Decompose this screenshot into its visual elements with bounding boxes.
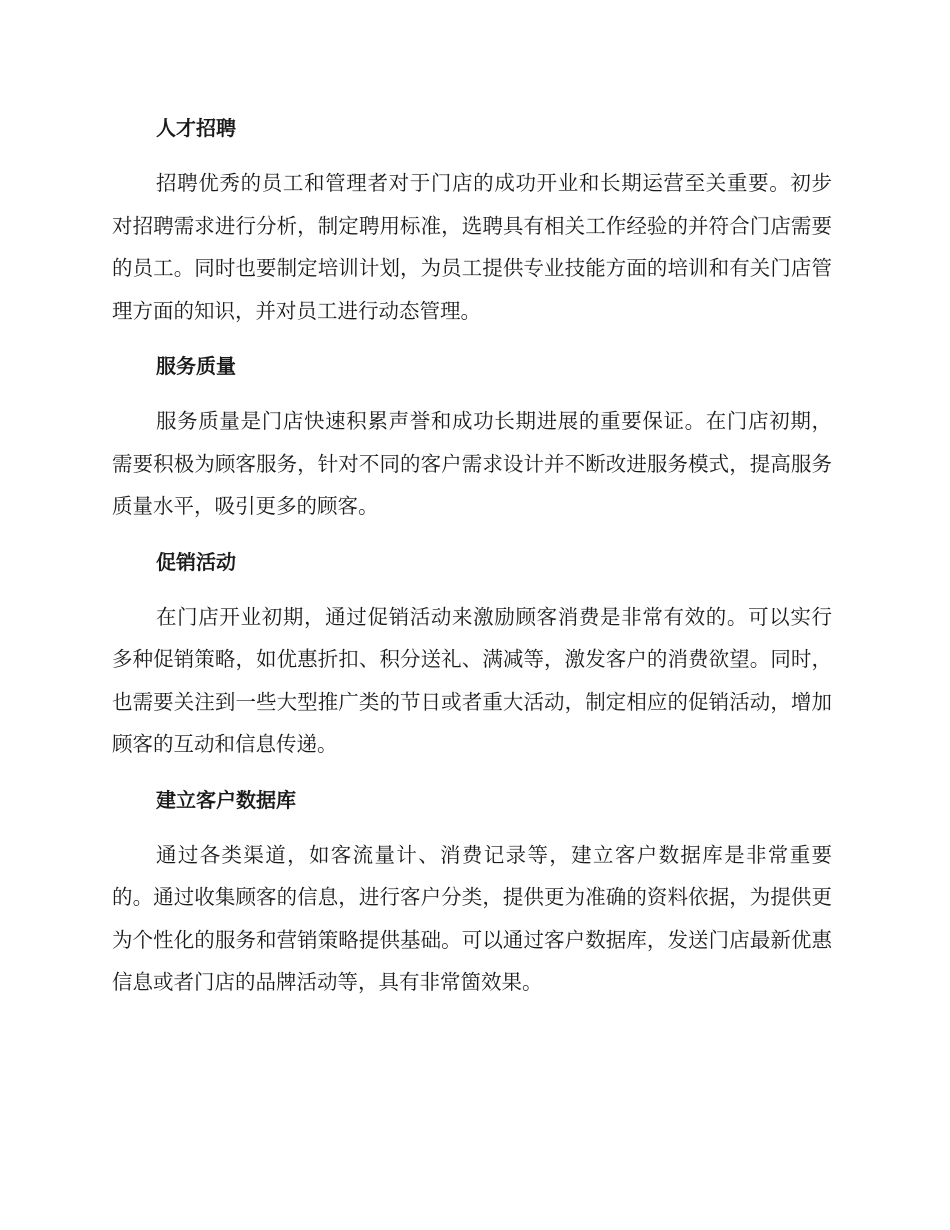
section-heading-talent-recruitment: 人才招聘 [156,116,236,140]
section-body-promotions: 在门店开业初期，通过促销活动来激励顾客消费是非常有效的。可以实行多种促销策略，如优惠折扣、积分送礼、满减等，激发客户的消费欲望。同时，也需要关注到一些大型推广类的节日或者重大活动，制定相应的促销活动，增加顾客的互动和信息传递。 [112,604,832,756]
section-body-talent-recruitment: 招聘优秀的员工和管理者对于门店的成功开业和长期运营至关重要。初步对招聘需求进行分析，制定聘用标准，选聘具有相关工作经验的并符合门店需要的员工。同时也要制定培训计划，为员工提供专业技能方面的培训和有关门店管理方面的知识，并对员工进行动态管理。 [112,171,832,323]
section-heading-service-quality: 服务质量 [156,354,236,378]
section-heading-customer-database: 建立客户数据库 [156,787,296,812]
document-content [112,108,832,1004]
section-heading-promotions: 促销活动 [156,549,236,574]
section-body-service-quality: 服务质量是门店快速积累声誉和成功长期进展的重要保证。在门店初期，需要积极为顾客服务，针对不同的客户需求设计并不断改进服务模式，提高服务质量水平，吸引更多的顾客。 [112,409,832,518]
section-body-customer-database: 通过各类渠道，如客流量计、消费记录等，建立客户数据库是非常重要的。通过收集顾客的信息，进行客户分类，提供更为准确的资料依据，为提供更为个性化的服务和营销策略提供基础。可以通过客户数据库，发送门店最新优惠信息或者门店的品牌活动等，具有非常箇效果。 [112,842,832,994]
